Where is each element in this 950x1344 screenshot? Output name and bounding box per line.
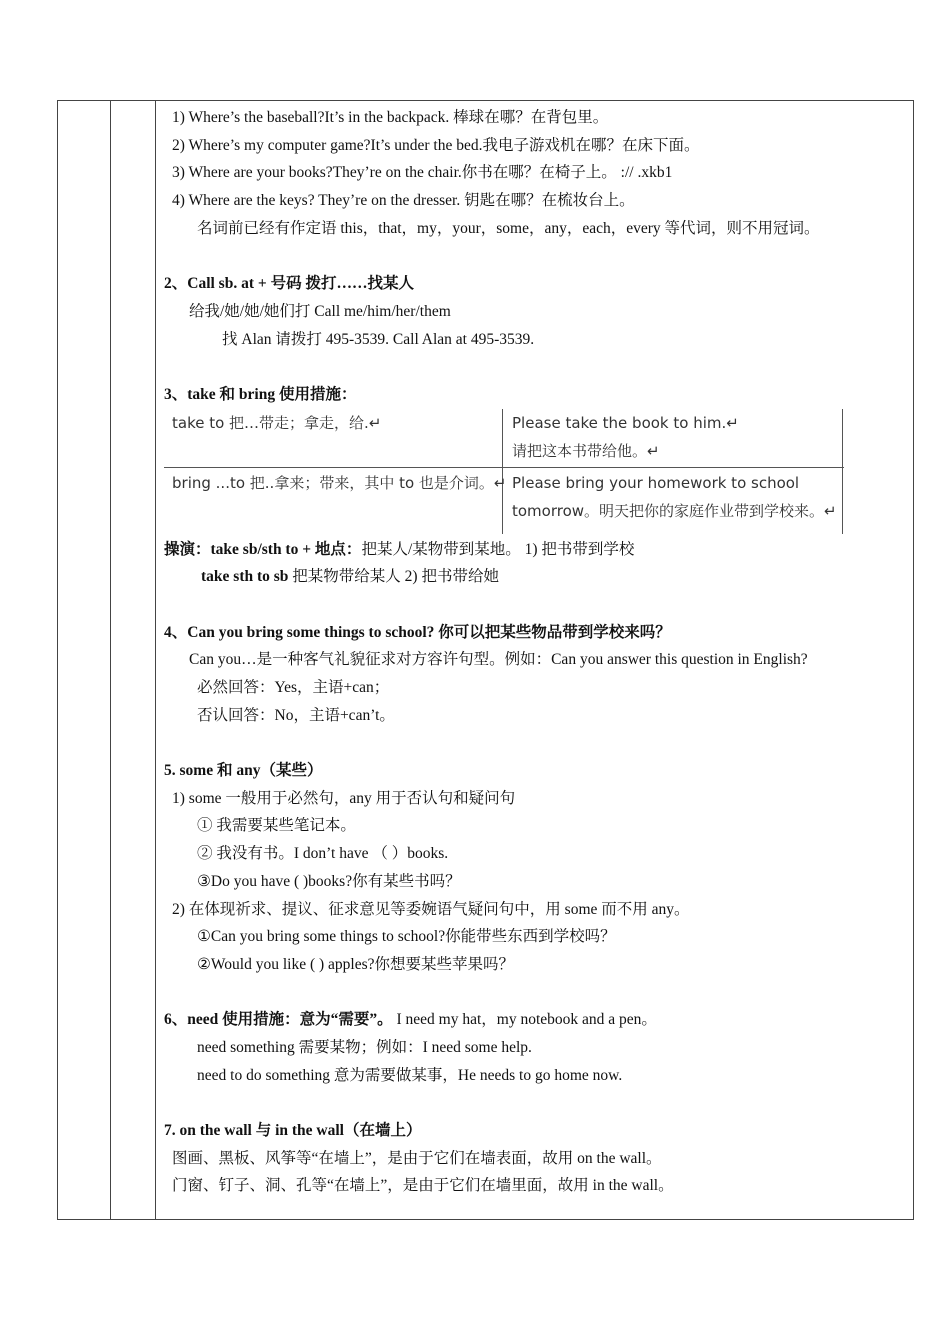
section-2-line-2: 找 Alan 请拨打 495-3539. Call Alan at 495-3539. (222, 330, 535, 348)
example-line-2: 2) Where’s my computer game?It’s under the bed.我电子游戏机在哪？在床下面。 (172, 136, 700, 154)
bring-example-en: Please bring your homework to school (512, 473, 800, 492)
example-line-3: 3) Where are your books?They’re on the chair.你书在哪？在椅子上。 :// .xkb1 (172, 164, 673, 182)
section-6-title: 6、need 使用措施：意为“需要”。 (164, 1011, 393, 1029)
drill-text: 把某人/某物带到某地。 1) 把书带到学校 (361, 540, 635, 558)
section-5-line-6: ①Can you bring some things to school?你能带些东西到学校吗？ (197, 928, 616, 946)
take-bring-table (164, 409, 904, 534)
section-5-title: 5. some 和 any（某些） (164, 762, 323, 780)
section-6-line-1: need something 需要某物；例如：I need some help. (197, 1038, 532, 1056)
drill-label: 操演：take sb/sth to + 地点： (164, 540, 362, 558)
drill-2-text: 把某物带给某人 2) 把书带给她 (288, 568, 499, 586)
example-line-1: 1) Where’s the baseball?It’s in the backpack. 棒球在哪？在背包里。 (172, 109, 609, 126)
section-4-line-3: 否认回答：No，主语+can’t。 (197, 706, 395, 724)
drill-line-2 (164, 563, 904, 591)
section-5-line-3: ② 我没有书。I don’t have （ ）books. (197, 845, 449, 863)
take-example-zh: 请把这本书带给他。↵ (512, 441, 660, 460)
lesson-notes (164, 104, 904, 1200)
section-7-line-1: 图画、黑板、风筝等“在墙上”，是由于它们在墙表面，故用 on the wall。 (172, 1149, 662, 1167)
example-line-4: 4) Where are the keys? They’re on the dresser. 钥匙在哪？在梳妆台上。 (172, 192, 635, 210)
table-row-divider (164, 467, 844, 468)
section-7-title: 7. on the wall 与 in the wall（在墙上） (164, 1122, 422, 1139)
section-5-line-1: 1) some 一般用于必然句，any 用于否认句和疑问句 (172, 789, 516, 807)
section-6-title-example: I need my hat，my notebook and a pen。 (392, 1011, 657, 1029)
column-divider-2 (155, 101, 156, 1219)
bring-example-zh: tomorrow。明天把你的家庭作业带到学校来。↵ (512, 501, 837, 520)
section-2-title: 2、Call sb. at + 号码 拨打……找某人 (164, 275, 414, 293)
bring-to-definition: bring ...to 把..拿来；带来，其中 to 也是介词。↵ (172, 473, 507, 492)
section-5-line-4: ③Do you have ( )books?你有某些书吗？ (197, 872, 461, 890)
section-4-line-1: Can you…是一种客气礼貌征求对方容许句型。例如：Can you answer this question in English? (189, 651, 808, 669)
section-4-line-2: 必然回答：Yes，主语+can； (197, 679, 390, 696)
section-5-line-5: 2) 在体现祈求、提议、征求意见等委婉语气疑问句中，用 some 而不用 any。 (172, 900, 690, 918)
section-5-line-2: ① 我需要某些笔记本。 (197, 817, 356, 835)
table-right-edge (842, 409, 843, 534)
section-6-line-2: need to do something 意为需要做某事，He needs to go home now. (197, 1066, 623, 1084)
section-5-line-7: ②Would you like ( ) apples?你想要某些苹果吗？ (197, 955, 515, 973)
section-2-line-1: 给我/她/她/她们打 Call me/him/her/them (189, 302, 451, 320)
drill-line-1 (164, 536, 904, 564)
column-divider-1 (110, 101, 111, 1219)
article-note: 名词前已经有作定语 this，that，my，your，some，any，each，every 等代词，则不用冠词。 (197, 219, 820, 237)
section-6-title-line (164, 1006, 904, 1034)
take-example-en: Please take the book to him.↵ (512, 413, 739, 432)
document-table-frame (57, 100, 914, 1220)
take-to-definition: take to 把…带走；拿走，给.↵ (172, 413, 382, 432)
section-3-title: 3、take 和 bring 使用措施： (164, 385, 357, 403)
drill-2-label: take sth to sb (201, 568, 289, 586)
section-7-line-2: 门窗、钉子、洞、孔等“在墙上”，是由于它们在墙里面，故用 in the wall。 (172, 1177, 674, 1195)
section-4-title: 4、Can you bring some things to school? 你可以把某些物品带到学校来吗？ (164, 623, 671, 641)
